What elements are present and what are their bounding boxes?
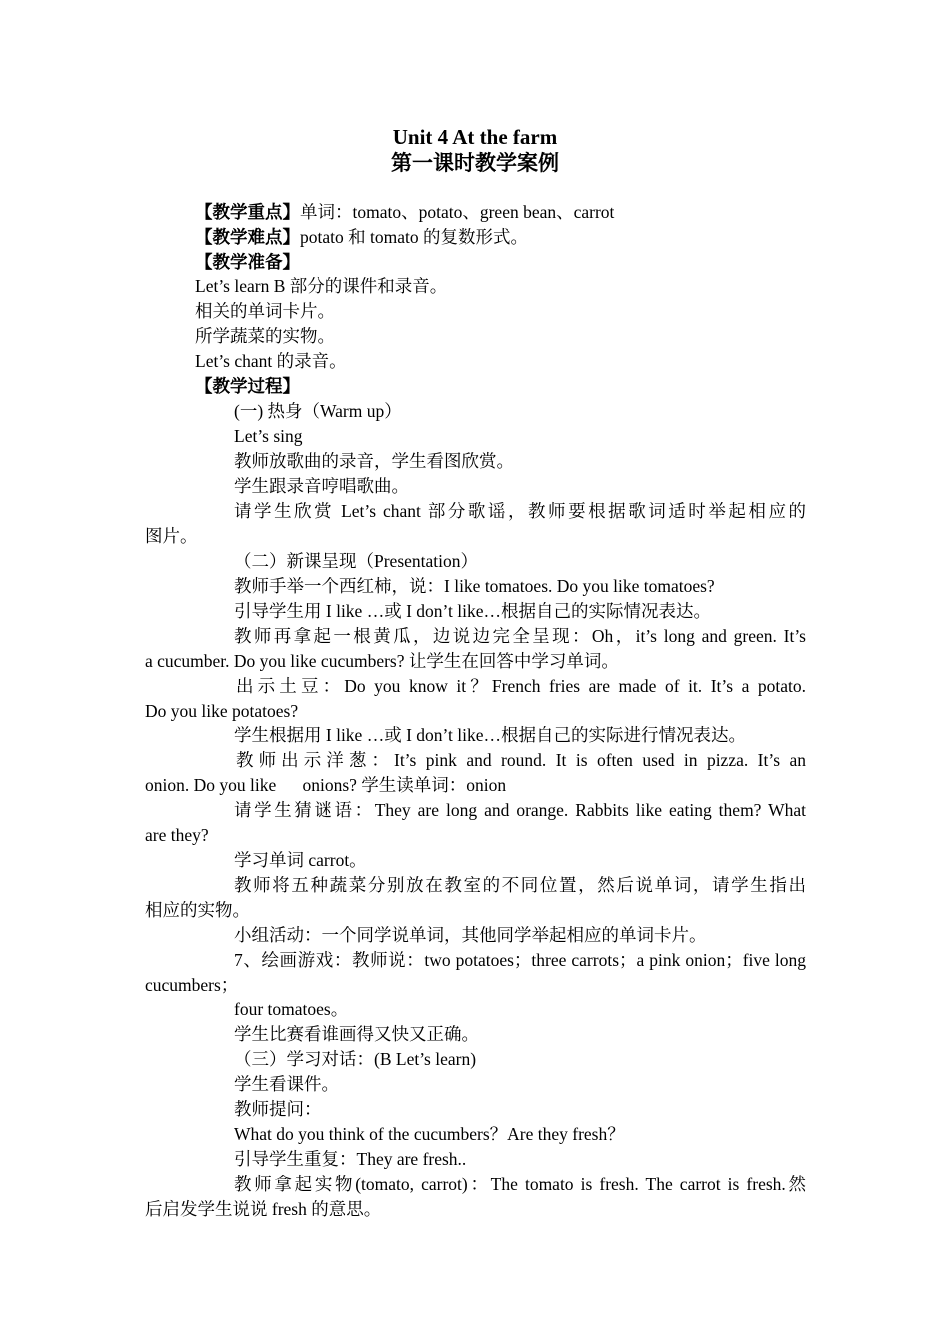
preparation-label: 【教学准备】 <box>195 252 300 272</box>
paragraph-line: 教师提问： <box>234 1099 322 1119</box>
preparation-item: Let’s learn B 部分的课件和录音。 <box>195 276 448 296</box>
paragraph-line: Do you like potatoes? <box>145 701 299 721</box>
paragraph-line: 教师再拿起一根黄瓜，边说边完全呈现：Oh，it’s long and green. It’s <box>234 626 806 646</box>
section-text: potato 和 tomato 的复数形式。 <box>300 227 528 247</box>
paragraph-line: 出示土豆：Do you know it？French fries are made of it. It’s a potato. <box>236 676 806 696</box>
paragraph-line: 教师将五种蔬菜分别放在教室的不同位置，然后说单词，请学生指出 <box>234 875 806 895</box>
paragraph-line: 图片。 <box>145 526 198 546</box>
paragraph-line: 请学生欣赏 Let’s chant 部分歌谣，教师要根据歌词适时举起相应的 <box>234 501 806 521</box>
paragraph-line: 教师放歌曲的录音，学生看图欣赏。 <box>234 451 514 471</box>
paragraph-line: 请学生猜谜语：They are long and orange. Rabbits like eating them? What <box>234 800 806 820</box>
key-points <box>195 200 614 224</box>
difficulty <box>195 225 528 249</box>
paragraph-line: (一) 热身（Warm up） <box>234 401 402 421</box>
process-label: 【教学过程】 <box>195 376 300 396</box>
paragraph-line: cucumbers； <box>145 975 239 995</box>
paragraph-line: 学习单词 carrot。 <box>234 850 367 870</box>
paragraph-line: What do you think of the cucumbers？Are they fresh？ <box>234 1124 625 1144</box>
paragraph-line: Let’s sing <box>234 426 303 446</box>
paragraph-line: （三）学习对话：(B Let’s learn) <box>234 1049 477 1069</box>
paragraph-line: 相应的实物。 <box>145 900 250 920</box>
section-text: 单词：tomato、potato、green bean、carrot <box>300 202 615 222</box>
paragraph-line: 学生根据用 I like …或 I don’t like…根据自己的实际进行情况表达。 <box>234 725 747 745</box>
paragraph-line: 引导学生重复：They are fresh.. <box>234 1149 467 1169</box>
paragraph-line: 学生看课件。 <box>234 1074 339 1094</box>
paragraph-line: 7、绘画游戏：教师说：two potatoes；three carrots；a pink onion；five long <box>234 950 806 970</box>
paragraph-line: 引导学生用 I like …或 I don’t like…根据自己的实际情况表达。 <box>234 601 712 621</box>
paragraph-line: 教师拿起实物(tomato, carrot)：The tomato is fresh. The carrot is fresh.然 <box>234 1174 806 1194</box>
section-label: 【教学难点】 <box>195 227 300 247</box>
paragraph-line: 教师出示洋葱：It’s pink and round. It is often used in pizza. It’s an <box>236 750 806 770</box>
paragraph-line: 小组活动：一个同学说单词，其他同学举起相应的单词卡片。 <box>234 925 707 945</box>
paragraph-line: （二）新课呈现（Presentation） <box>234 551 479 571</box>
paragraph-line: a cucumber. Do you like cucumbers? 让学生在回答中学习单词。 <box>145 651 619 671</box>
paragraph-line: are they? <box>145 825 209 845</box>
preparation-item: 相关的单词卡片。 <box>195 301 335 321</box>
paragraph-line: onion. Do you like onions? 学生读单词：onion <box>145 775 507 795</box>
paragraph-line: 学生跟录音哼唱歌曲。 <box>234 476 409 496</box>
paragraph-line: four tomatoes。 <box>234 999 349 1019</box>
paragraph-line: 后启发学生说说 fresh 的意思。 <box>145 1199 382 1219</box>
section-label: 【教学重点】 <box>195 202 300 222</box>
paragraph-line: 教师手举一个西红柿，说：I like tomatoes. Do you like tomatoes? <box>234 576 715 596</box>
preparation-item: 所学蔬菜的实物。 <box>195 326 335 346</box>
paragraph-line: 学生比赛看谁画得又快又正确。 <box>234 1024 479 1044</box>
preparation-item: Let’s chant 的录音。 <box>195 351 347 371</box>
title-chinese: 第一课时教学案例 <box>391 151 559 175</box>
title-english: Unit 4 At the farm <box>392 125 558 149</box>
